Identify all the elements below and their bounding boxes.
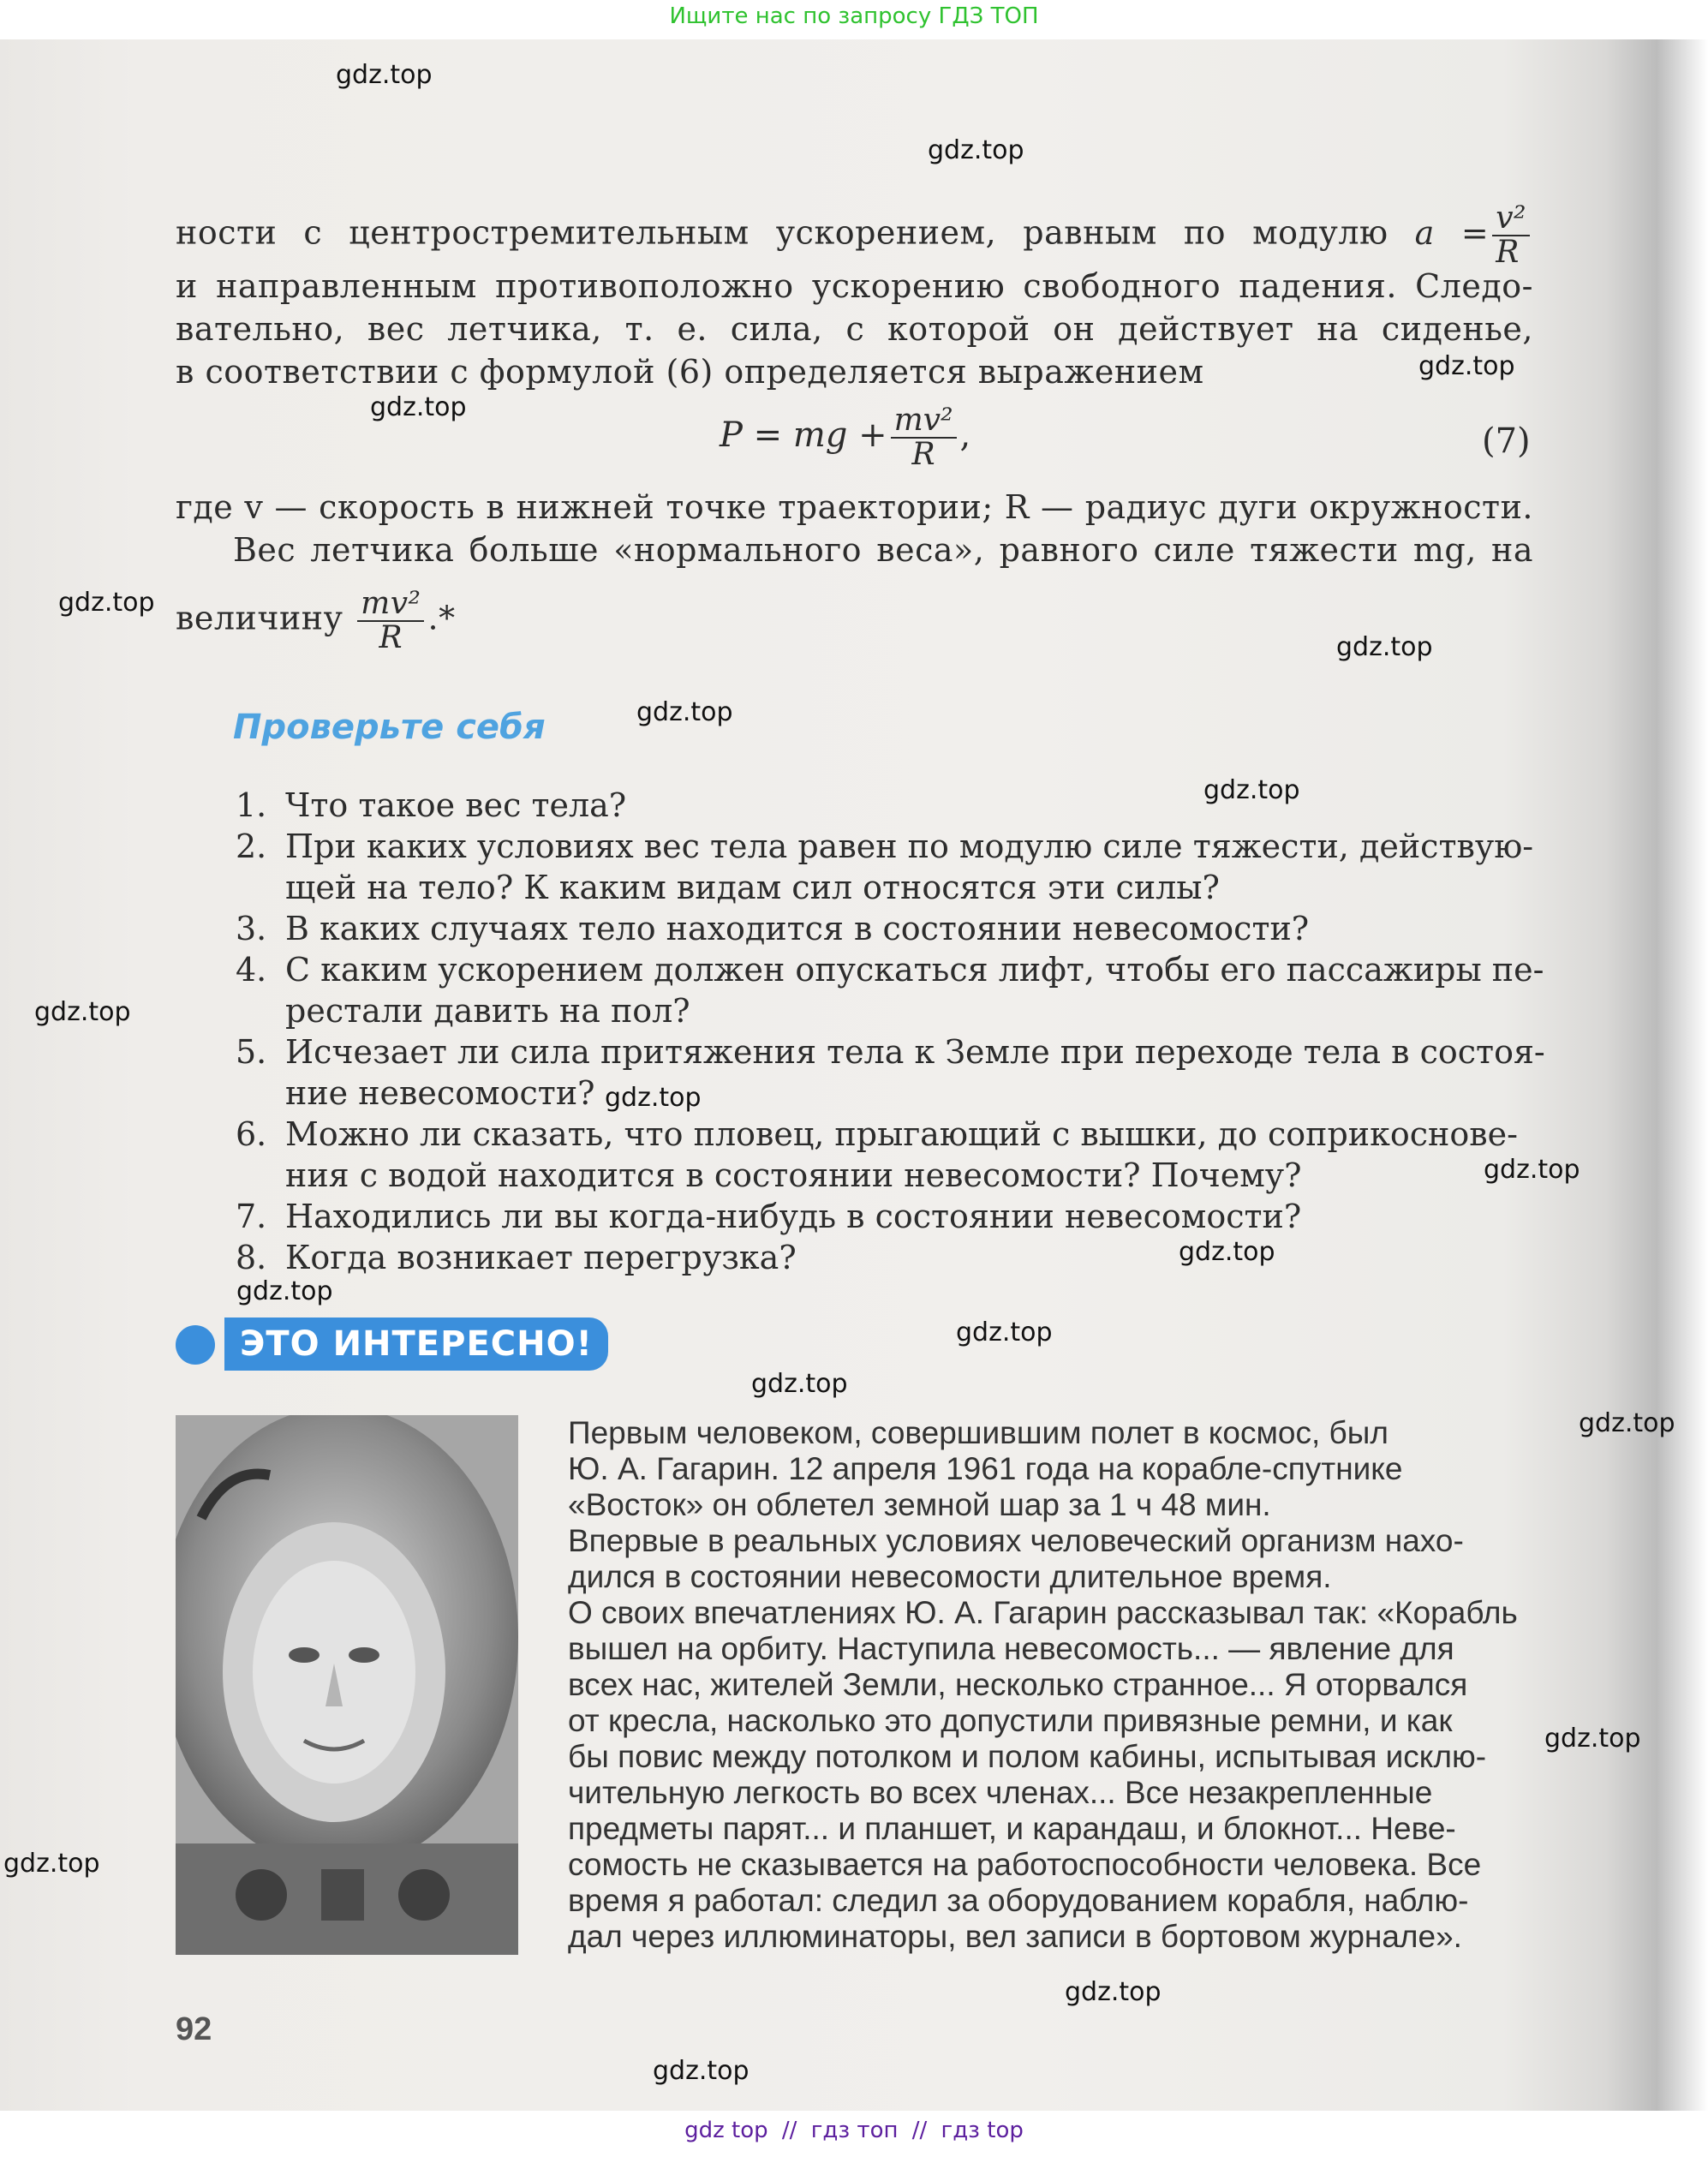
link-gdz-top[interactable]: gdz top (684, 2118, 768, 2143)
question-continuation: ние невесомости? (285, 1074, 595, 1112)
interest-text-line: предметы парят... и планшет, и карандаш, и блокнот... Неве- (568, 1811, 1456, 1846)
formula-number: (7) (1482, 421, 1531, 461)
watermark: gdz.top (370, 392, 467, 422)
interest-text-line: дал через иллюминаторы, вел записи в бортовом журнале». (568, 1919, 1462, 1954)
question-item: 2. При каких условиях вес тела равен по модулю силе тяжести, действую- (236, 828, 1534, 865)
weight-formula: P = mg + $\frac{\text{mv²}}{R}$ , (720, 403, 971, 472)
question-item: 6. Можно ли сказать, что пловец, прыгающий с вышки, до соприкоснове- (236, 1115, 1518, 1153)
link-gdz-top-mixed[interactable]: гдз top (941, 2118, 1024, 2143)
interest-text-line: Впервые в реальных условиях человеческий организм нахо- (568, 1523, 1464, 1558)
interest-text-line: О своих впечатлениях Ю. А. Гагарин рассказывал так: «Корабль (568, 1595, 1518, 1630)
interest-text-line: бы повис между потолком и полом кабины, испытывая исклю- (568, 1739, 1487, 1774)
watermark: gdz.top (653, 2056, 749, 2086)
bottom-links (0, 2118, 1708, 2143)
question-continuation: щей на тело? К каким видам сил относятся эти силы? (285, 869, 1220, 906)
interest-text-line: сомость не сказывается на работоспособности человека. Все (568, 1847, 1482, 1882)
interest-bullet-icon (176, 1325, 215, 1365)
interest-text-line: Первым человеком, совершившим полет в космос, был (568, 1415, 1388, 1450)
watermark: gdz.top (636, 697, 733, 727)
watermark: gdz.top (1179, 1237, 1275, 1267)
separator: // (781, 2118, 797, 2143)
question-item: 7. Находились ли вы когда-нибудь в состоянии невесомости? (236, 1198, 1302, 1235)
watermark: gdz.top (1544, 1724, 1641, 1754)
question-item: 4. С каким ускорением должен опускаться лифт, чтобы его пассажиры пе- (236, 951, 1544, 989)
interest-text-line: Ю. А. Гагарин. 12 апреля 1961 года на корабле-спутнике (568, 1451, 1403, 1486)
watermark: gdz.top (236, 1276, 333, 1306)
page-number: 92 (176, 2011, 212, 2047)
paragraph-line: и направленным противоположно ускорению свободного падения. Следо- (176, 267, 1533, 305)
watermark: gdz.top (751, 1369, 848, 1399)
watermark: gdz.top (1065, 1977, 1162, 2007)
question-item: 3. В каких случаях тело находится в состоянии невесомости? (236, 910, 1310, 947)
paragraph-line: где v — скорость в нижней точке траектории; R — радиус дуги окружности. (176, 488, 1533, 526)
interest-text-line: всех нас, жителей Земли, несколько странное... Я оторвался (568, 1667, 1468, 1702)
overload-fraction: $\frac{\text{mv²}}{R}$ (357, 588, 424, 654)
paragraph-line: ности с центростремительным ускорением, равным по модулю a = $\frac{\text{v²}}{R}$ (176, 202, 1533, 254)
interest-text-line: время я работал: следил за оборудованием корабля, наблю- (568, 1883, 1469, 1918)
watermark: gdz.top (1203, 775, 1300, 805)
interest-text-line: чительную легкость во всех членах... Все незакрепленные (568, 1775, 1433, 1810)
watermark: gdz.top (34, 997, 131, 1027)
cosmonaut-portrait-image (176, 1415, 518, 1955)
question-continuation: ния с водой находится в состоянии невесомости? Почему? (285, 1156, 1302, 1194)
watermark: gdz.top (1336, 632, 1433, 662)
watermark: gdz.top (336, 60, 433, 90)
question-item: 8. Когда возникает перегрузка? (236, 1239, 797, 1276)
watermark: gdz.top (956, 1318, 1053, 1347)
watermark: gdz.top (3, 1849, 100, 1879)
watermark: gdz.top (605, 1083, 702, 1113)
paragraph-line: в соответствии с формулой (6) определяется выражением (176, 353, 1204, 391)
watermark: gdz.top (1418, 351, 1515, 381)
watermark: gdz.top (1484, 1155, 1580, 1185)
check-yourself-title: Проверьте себя (233, 708, 546, 747)
paragraph-line: вательно, вес летчика, т. е. сила, с которой он действует на сиденье, (176, 310, 1533, 348)
link-gdz-top-cyrillic[interactable]: гдз топ (810, 2118, 899, 2143)
interest-text-line: дился в состоянии невесомости длительное время. (568, 1559, 1332, 1594)
acceleration-fraction: $\frac{\text{v²}}{R}$ (1492, 202, 1530, 269)
gagarin-photo (176, 1415, 518, 1955)
watermark: gdz.top (928, 135, 1024, 165)
question-item: 5. Исчезает ли сила притяжения тела к Земле при переходе тела в состоя- (236, 1033, 1545, 1071)
paragraph-line: величину $\frac{\text{mv²}}{R}$ .* (176, 586, 456, 655)
paragraph-line: Вес летчика больше «нормального веса», равного силе тяжести mg, на (233, 531, 1533, 569)
interest-text-line: вышел на орбиту. Наступила невесомость... — явление для (568, 1631, 1454, 1666)
watermark: gdz.top (58, 588, 155, 618)
watermark: gdz.top (1579, 1408, 1675, 1438)
search-banner[interactable]: Ищите нас по запросу ГДЗ ТОП (669, 3, 1039, 29)
interest-text-line: от кресла, насколько это допустили привязные ремни, и как (568, 1703, 1453, 1738)
question-continuation: рестали давить на пол? (285, 992, 690, 1030)
separator: // (911, 2118, 928, 2143)
interest-heading: ЭТО ИНТЕРЕСНО! (224, 1318, 608, 1371)
question-item: 1. Что такое вес тела? (236, 786, 627, 824)
interest-text-line: «Восток» он облетел земной шар за 1 ч 48 мин. (568, 1487, 1271, 1522)
